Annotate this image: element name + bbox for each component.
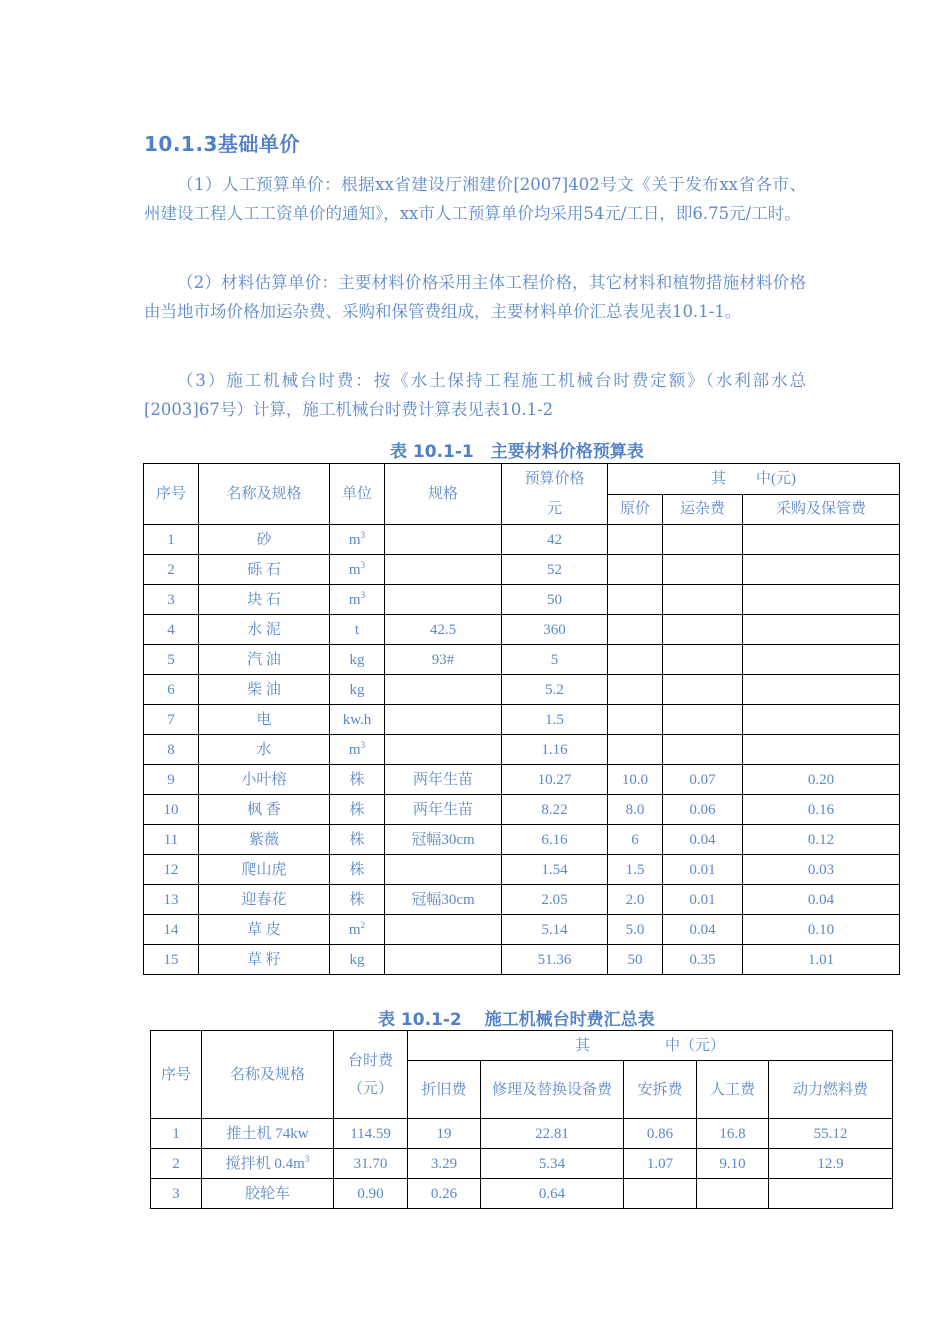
cell-original-price [608, 525, 663, 555]
section-heading: 10.1.3基础单价 [144, 132, 300, 156]
cell-name: 草 籽 [199, 945, 330, 975]
header-fuel-power: 动力燃料费 [769, 1061, 893, 1119]
cell-spec [385, 735, 502, 765]
unit-text: kg [349, 951, 365, 968]
cell-purchase-storage-fee: 0.12 [743, 825, 900, 855]
cell-transport-fee [663, 585, 743, 615]
cell-purchase-storage-fee: 0.20 [743, 765, 900, 795]
cell-unit [330, 585, 385, 615]
unit-text: 株 [349, 801, 365, 818]
header-unit: 单位 [330, 464, 385, 525]
cell-purchase-storage-fee [743, 675, 900, 705]
cell-no: 13 [144, 885, 199, 915]
table-row [144, 645, 900, 675]
header-name: 名称及规格 [199, 464, 330, 525]
cell-purchase-storage-fee: 0.03 [743, 855, 900, 885]
table-row [144, 735, 900, 765]
cell-transport-fee: 0.35 [663, 945, 743, 975]
cell-budget-price: 50 [502, 585, 608, 615]
cell-budget-price: 10.27 [502, 765, 608, 795]
cell-unit [330, 945, 385, 975]
cell-fuel-power: 55.12 [769, 1119, 893, 1149]
header-hourly-cost-line1: 台时费 [347, 1052, 393, 1069]
cell-unit [330, 915, 385, 945]
cell-purchase-storage-fee [743, 645, 900, 675]
cell-name: 爬山虎 [199, 855, 330, 885]
cell-labor: 16.8 [697, 1119, 769, 1149]
cell-spec: 冠幅30cm [385, 825, 502, 855]
name-superscript: 3 [304, 1153, 310, 1164]
cell-unit [330, 735, 385, 765]
cell-original-price: 1.5 [608, 855, 663, 885]
cell-original-price: 6 [608, 825, 663, 855]
table-row [144, 765, 900, 795]
cell-budget-price: 1.54 [502, 855, 608, 885]
table-row [144, 555, 900, 585]
header-no: 序号 [144, 464, 199, 525]
table-row [151, 1119, 893, 1149]
header-breakdown-group: 其 中（元） [408, 1031, 893, 1061]
cell-budget-price: 5.14 [502, 915, 608, 945]
unit-text: m [348, 561, 361, 578]
cell-unit [330, 825, 385, 855]
paragraph-material-price: （2）材料估算单价：主要材料价格采用主体工程价格，其它材料和植物措施材料价格由当地市场价格加运杂费、采购和保管费组成，主要材料单价汇总表见表10.1-1。 [144, 273, 806, 321]
cell-transport-fee [663, 615, 743, 645]
cell-name: 水 [199, 735, 330, 765]
table-row [151, 1179, 893, 1209]
cell-fuel-power [769, 1179, 893, 1209]
table-row [151, 1149, 893, 1179]
cell-transport-fee [663, 735, 743, 765]
unit-superscript: 2 [360, 919, 366, 930]
cell-no: 12 [144, 855, 199, 885]
cell-spec: 两年生苗 [385, 765, 502, 795]
cell-purchase-storage-fee [743, 525, 900, 555]
cell-unit [330, 525, 385, 555]
header-original-price: 原价 [608, 494, 663, 525]
cell-budget-price: 8.22 [502, 795, 608, 825]
cell-budget-price: 52 [502, 555, 608, 585]
cell-spec [385, 705, 502, 735]
cell-no: 9 [144, 765, 199, 795]
cell-original-price: 50 [608, 945, 663, 975]
cell-name: 柴 油 [199, 675, 330, 705]
cell-purchase-storage-fee: 0.04 [743, 885, 900, 915]
cell-original-price: 10.0 [608, 765, 663, 795]
header-hourly-cost [334, 1031, 408, 1119]
cell-no: 7 [144, 705, 199, 735]
cell-transport-fee [663, 555, 743, 585]
cell-budget-price: 42 [502, 525, 608, 555]
cell-no: 1 [144, 525, 199, 555]
header-name: 名称及规格 [202, 1031, 334, 1119]
cell-hourly-cost: 0.90 [334, 1179, 408, 1209]
table-row [144, 855, 900, 885]
cell-no: 3 [151, 1179, 202, 1209]
cell-no: 8 [144, 735, 199, 765]
unit-text: 株 [349, 831, 365, 848]
cell-spec [385, 945, 502, 975]
header-budget-price-line1: 预算价格 [524, 471, 585, 487]
cell-labor [697, 1179, 769, 1209]
paragraph-machine-cost: （3）施工机械台时费：按《水土保持工程施工机械台时费定额》（水利部水总[2003]67号）计算，施工机械台时费计算表见表10.1-2 [144, 371, 806, 419]
unit-text: kg [349, 651, 365, 668]
cell-no: 6 [144, 675, 199, 705]
cell-name [202, 1119, 334, 1149]
unit-superscript: 3 [360, 589, 366, 600]
cell-original-price [608, 705, 663, 735]
cell-budget-price: 1.16 [502, 735, 608, 765]
unit-text: t [354, 621, 360, 638]
unit-text: m [348, 531, 361, 548]
cell-budget-price: 6.16 [502, 825, 608, 855]
unit-text: m [348, 741, 361, 758]
unit-superscript: 3 [360, 529, 366, 540]
cell-install-removal: 0.86 [624, 1119, 697, 1149]
cell-spec [385, 585, 502, 615]
unit-superscript: 3 [360, 559, 366, 570]
cell-name: 紫薇 [199, 825, 330, 855]
cell-budget-price: 360 [502, 615, 608, 645]
header-no: 序号 [151, 1031, 202, 1119]
cell-original-price: 8.0 [608, 795, 663, 825]
cell-spec: 93# [385, 645, 502, 675]
cell-transport-fee: 0.01 [663, 885, 743, 915]
header-depreciation: 折旧费 [408, 1061, 481, 1119]
cell-no: 10 [144, 795, 199, 825]
cell-unit [330, 675, 385, 705]
cell-fuel-power: 12.9 [769, 1149, 893, 1179]
table2-caption: 表 10.1-2 施工机械台时费汇总表 [378, 1010, 655, 1030]
cell-unit [330, 765, 385, 795]
unit-text: m [348, 591, 361, 608]
cell-purchase-storage-fee: 0.10 [743, 915, 900, 945]
unit-text: 株 [349, 771, 365, 788]
cell-no: 14 [144, 915, 199, 945]
cell-unit [330, 555, 385, 585]
cell-transport-fee: 0.04 [663, 915, 743, 945]
cell-original-price [608, 675, 663, 705]
cell-purchase-storage-fee [743, 585, 900, 615]
cell-spec: 两年生苗 [385, 795, 502, 825]
cell-spec: 冠幅30cm [385, 885, 502, 915]
unit-text: kw.h [342, 711, 372, 728]
cell-name: 汽 油 [199, 645, 330, 675]
header-purchase-storage-fee: 采购及保管费 [743, 494, 900, 525]
cell-no: 1 [151, 1119, 202, 1149]
cell-depreciation: 0.26 [408, 1179, 481, 1209]
cell-labor: 9.10 [697, 1149, 769, 1179]
cell-no: 2 [151, 1149, 202, 1179]
cell-unit [330, 855, 385, 885]
cell-spec [385, 915, 502, 945]
cell-original-price [608, 585, 663, 615]
cell-original-price: 5.0 [608, 915, 663, 945]
cell-name: 迎春花 [199, 885, 330, 915]
header-breakdown-group: 其 中(元) [608, 464, 900, 495]
cell-original-price [608, 645, 663, 675]
cell-original-price [608, 615, 663, 645]
cell-purchase-storage-fee: 1.01 [743, 945, 900, 975]
cell-purchase-storage-fee [743, 735, 900, 765]
cell-transport-fee [663, 525, 743, 555]
header-budget-price-line2: 元 [546, 501, 562, 517]
cell-transport-fee [663, 675, 743, 705]
cell-original-price [608, 555, 663, 585]
unit-text: kg [349, 681, 365, 698]
cell-no: 4 [144, 615, 199, 645]
cell-no: 3 [144, 585, 199, 615]
table-row [144, 915, 900, 945]
cell-transport-fee: 0.04 [663, 825, 743, 855]
cell-unit [330, 705, 385, 735]
cell-budget-price: 51.36 [502, 945, 608, 975]
unit-superscript: 3 [360, 739, 366, 750]
machine-cost-table [150, 1030, 893, 1209]
name-text: 胶轮车 [244, 1185, 290, 1202]
cell-purchase-storage-fee [743, 705, 900, 735]
cell-unit [330, 645, 385, 675]
table-row [144, 945, 900, 975]
cell-name: 块 石 [199, 585, 330, 615]
cell-repair-replacement: 22.81 [481, 1119, 624, 1149]
cell-spec: 42.5 [385, 615, 502, 645]
table-row [144, 525, 900, 555]
table-row [144, 705, 900, 735]
cell-original-price [608, 735, 663, 765]
cell-no: 15 [144, 945, 199, 975]
cell-repair-replacement: 0.64 [481, 1179, 624, 1209]
cell-transport-fee: 0.07 [663, 765, 743, 795]
cell-transport-fee [663, 645, 743, 675]
cell-name: 枫 香 [199, 795, 330, 825]
cell-unit [330, 795, 385, 825]
unit-text: m [348, 921, 361, 938]
cell-budget-price: 5.2 [502, 675, 608, 705]
cell-depreciation: 3.29 [408, 1149, 481, 1179]
cell-unit [330, 885, 385, 915]
cell-depreciation: 19 [408, 1119, 481, 1149]
cell-install-removal [624, 1179, 697, 1209]
header-hourly-cost-line2: （元） [347, 1080, 393, 1097]
header-budget-price [502, 464, 608, 525]
cell-budget-price: 1.5 [502, 705, 608, 735]
table-row [144, 585, 900, 615]
cell-no: 2 [144, 555, 199, 585]
header-transport-fee: 运杂费 [663, 494, 743, 525]
cell-spec [385, 555, 502, 585]
cell-name: 小叶榕 [199, 765, 330, 795]
unit-text: 株 [349, 861, 365, 878]
cell-no: 11 [144, 825, 199, 855]
cell-name: 砂 [199, 525, 330, 555]
table1-caption: 表 10.1-1 主要材料价格预算表 [390, 442, 644, 462]
cell-spec [385, 855, 502, 885]
cell-name: 电 [199, 705, 330, 735]
cell-purchase-storage-fee [743, 615, 900, 645]
cell-spec [385, 525, 502, 555]
cell-transport-fee [663, 705, 743, 735]
cell-name: 砾 石 [199, 555, 330, 585]
table-row [144, 675, 900, 705]
material-price-table [143, 463, 900, 975]
cell-transport-fee: 0.06 [663, 795, 743, 825]
header-labor: 人工费 [697, 1061, 769, 1119]
name-text: 推土机 74kw [226, 1125, 309, 1142]
table-row [144, 825, 900, 855]
cell-name [202, 1149, 334, 1179]
cell-repair-replacement: 5.34 [481, 1149, 624, 1179]
cell-name: 水 泥 [199, 615, 330, 645]
cell-name [202, 1179, 334, 1209]
cell-name: 草 皮 [199, 915, 330, 945]
cell-install-removal: 1.07 [624, 1149, 697, 1179]
table-row [144, 615, 900, 645]
cell-budget-price: 2.05 [502, 885, 608, 915]
cell-no: 5 [144, 645, 199, 675]
header-spec: 规格 [385, 464, 502, 525]
header-repair-replacement: 修理及替换设备费 [481, 1061, 624, 1119]
cell-hourly-cost: 31.70 [334, 1149, 408, 1179]
cell-spec [385, 675, 502, 705]
header-install-removal: 安拆费 [624, 1061, 697, 1119]
table-row [144, 795, 900, 825]
table-row [144, 885, 900, 915]
cell-budget-price: 5 [502, 645, 608, 675]
cell-purchase-storage-fee: 0.16 [743, 795, 900, 825]
name-text: 搅拌机 0.4m [225, 1155, 305, 1172]
cell-unit [330, 615, 385, 645]
unit-text: 株 [349, 891, 365, 908]
cell-purchase-storage-fee [743, 555, 900, 585]
cell-transport-fee: 0.01 [663, 855, 743, 885]
cell-hourly-cost: 114.59 [334, 1119, 408, 1149]
cell-original-price: 2.0 [608, 885, 663, 915]
paragraph-labor-price: （1）人工预算单价：根据xx省建设厅湘建价[2007]402号文《关于发布xx省各市、州建设工程人工工资单价的通知》，xx市人工预算单价均采用54元/工日，即6.75元/工时。 [144, 175, 806, 223]
